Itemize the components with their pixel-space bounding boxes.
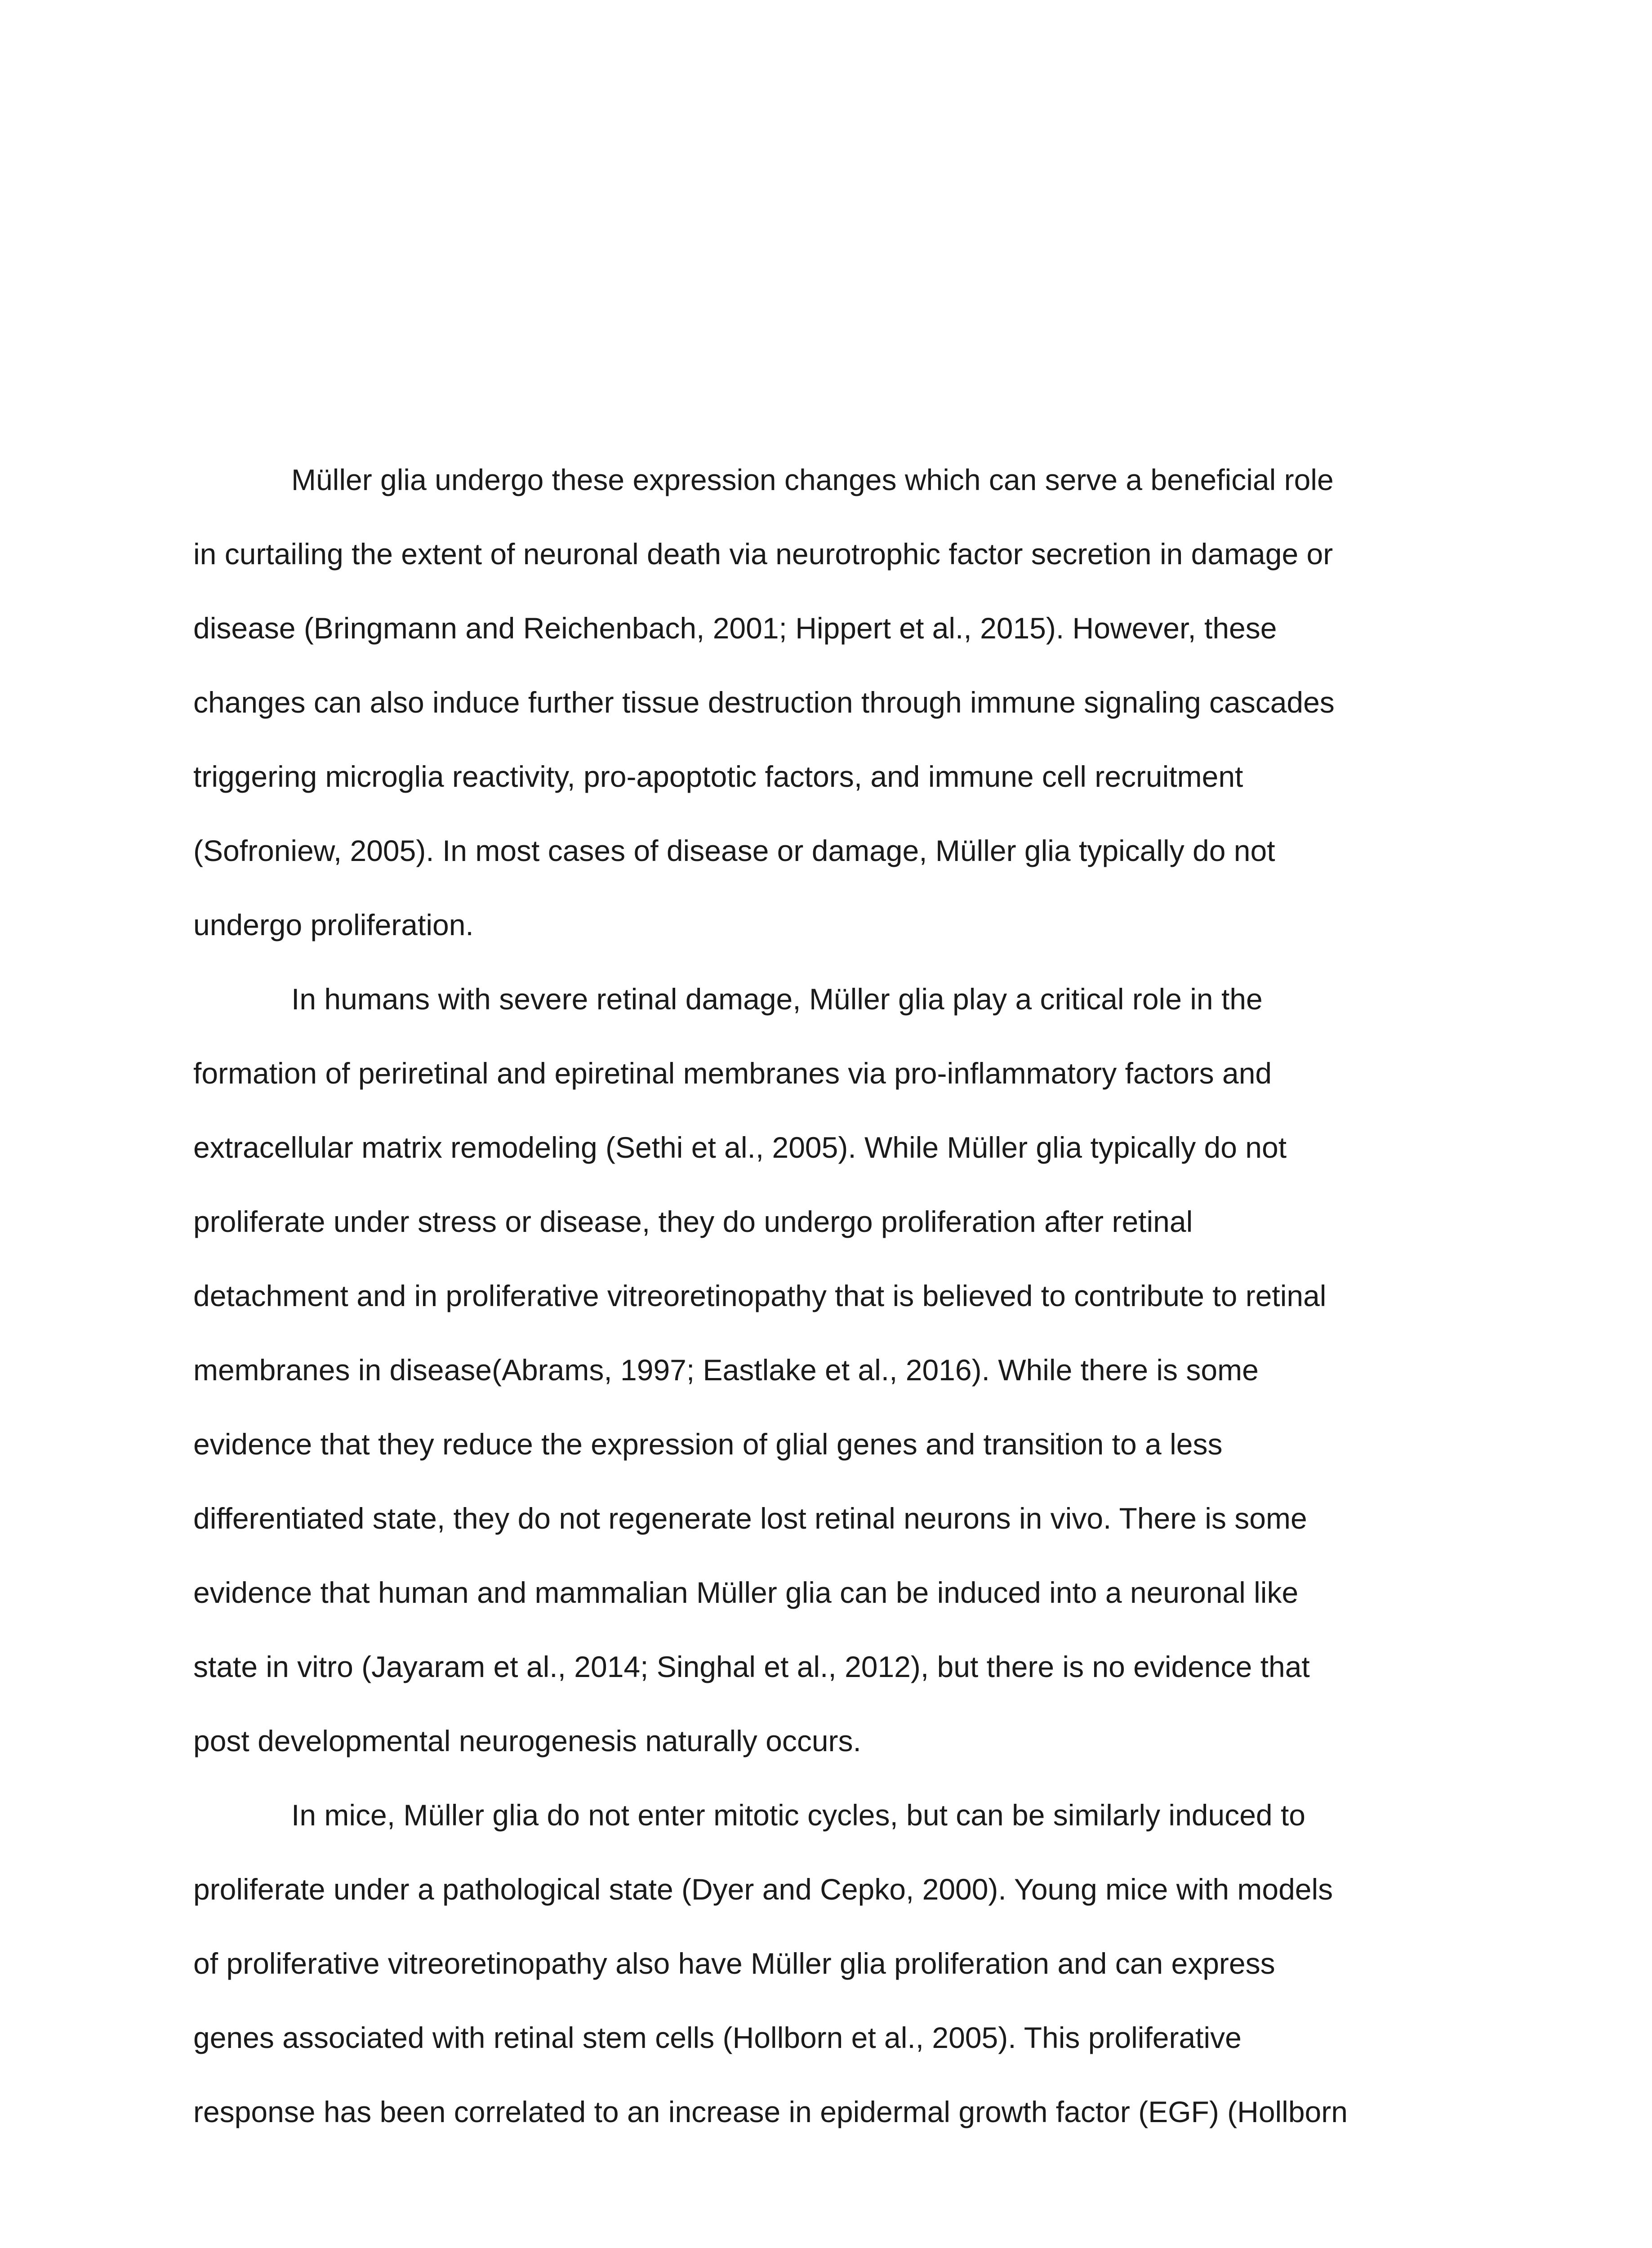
- text-line: In humans with severe retinal damage, Müller glia play a critical role in the: [291, 982, 1263, 1016]
- text-line: changes can also induce further tissue destruction through immune signaling cascades: [193, 686, 1335, 719]
- text-line: differentiated state, they do not regenerate lost retinal neurons in vivo. There is some: [193, 1502, 1307, 1535]
- text-line: state in vitro (Jayaram et al., 2014; Singhal et al., 2012), but there is no evidence that: [193, 1650, 1310, 1683]
- text-line: Müller glia undergo these expression changes which can serve a beneficial role: [291, 463, 1334, 496]
- text-line: disease (Bringmann and Reichenbach, 2001; Hippert et al., 2015). However, these: [193, 611, 1277, 645]
- text-line: membranes in disease(Abrams, 1997; Eastlake et al., 2016). While there is some: [193, 1353, 1259, 1387]
- text-line: undergo proliferation.: [193, 908, 474, 941]
- text-line: detachment and in proliferative vitreoretinopathy that is believed to contribute to retinal: [193, 1279, 1327, 1312]
- text-line: evidence that they reduce the expression of glial genes and transition to a less: [193, 1427, 1223, 1461]
- text-line: post developmental neurogenesis naturally occurs.: [193, 1724, 861, 1757]
- text-line: (Sofroniew, 2005). In most cases of disease or damage, Müller glia typically do not: [193, 834, 1275, 867]
- text-line: formation of periretinal and epiretinal membranes via pro-inflammatory factors and: [193, 1057, 1272, 1090]
- text-line: genes associated with retinal stem cells (Hollborn et al., 2005). This proliferative: [193, 2021, 1242, 2054]
- body-text: [193, 443, 1470, 2149]
- paragraph-2: [193, 962, 1470, 1778]
- text-line: of proliferative vitreoretinopathy also have Müller glia proliferation and can express: [193, 1947, 1275, 1980]
- text-line: response has been correlated to an increase in epidermal growth factor (EGF) (Hollborn: [193, 2095, 1348, 2128]
- text-line: in curtailing the extent of neuronal death via neurotrophic factor secretion in damage or: [193, 537, 1333, 571]
- text-line: evidence that human and mammalian Müller glia can be induced into a neuronal like: [193, 1576, 1299, 1609]
- paragraph-3: [193, 1778, 1470, 2149]
- text-line: triggering microglia reactivity, pro-apoptotic factors, and immune cell recruitment: [193, 760, 1243, 793]
- text-line: proliferate under a pathological state (Dyer and Cepko, 2000). Young mice with models: [193, 1873, 1333, 1906]
- text-line: proliferate under stress or disease, they do undergo proliferation after retinal: [193, 1205, 1193, 1238]
- paragraph-1: [193, 443, 1470, 962]
- text-line: extracellular matrix remodeling (Sethi et al., 2005). While Müller glia typically do not: [193, 1131, 1287, 1164]
- text-line: In mice, Müller glia do not enter mitotic cycles, but can be similarly induced to: [291, 1798, 1305, 1832]
